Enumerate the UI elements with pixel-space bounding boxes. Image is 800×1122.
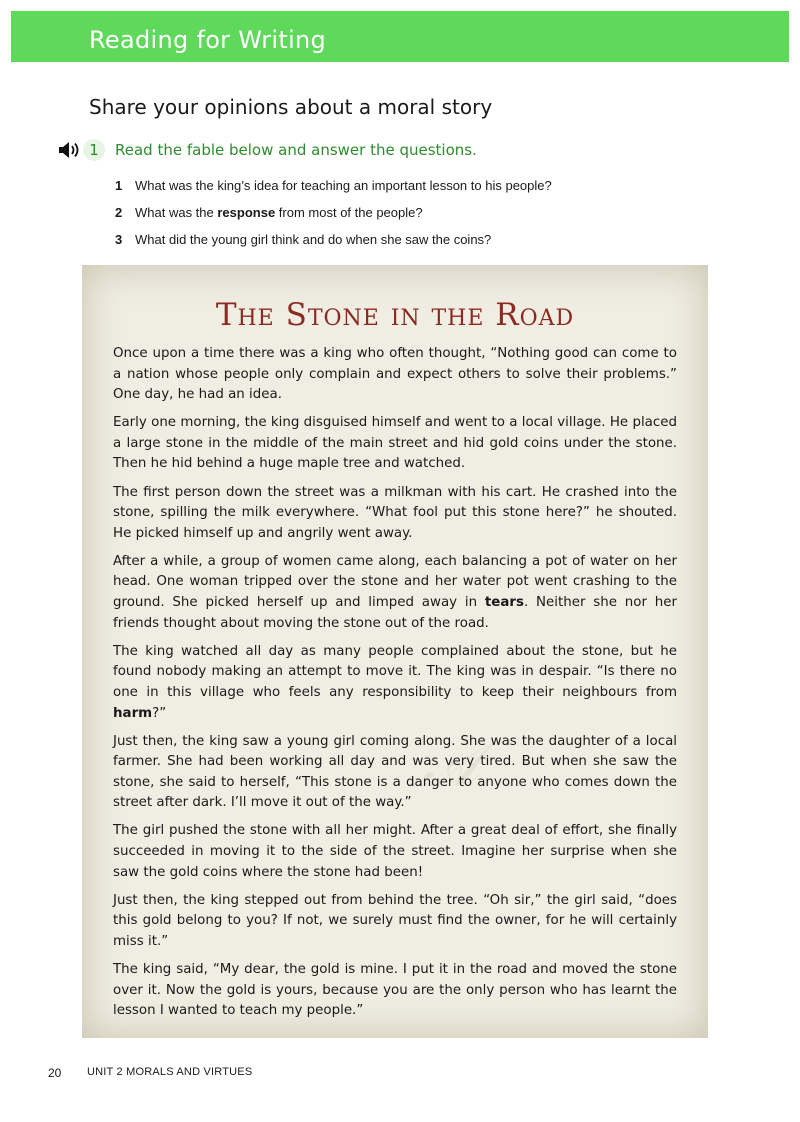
story-paragraph: Early one morning, the king disguised himself and went to a local village. He placed a large stone in the middle of the main street and hid gold coins under the stone. Then he hid behind a huge maple tree and watched. — [113, 415, 677, 472]
question-text: What did the young girl think and do when she saw the coins? — [135, 232, 492, 247]
page-number: 20 — [48, 1066, 62, 1080]
task-number-badge: 1 — [83, 139, 105, 161]
unit-label: UNIT 2 MORALS AND VIRTUES — [87, 1066, 253, 1078]
story-paragraph: Just then, the king stepped out from behind the tree. “Oh sir,” the girl said, “does this gold belong to you? If not, we surely must find the owner, for he will certainly miss it.” — [113, 892, 677, 949]
question-text: What was the king’s idea for teaching an important lesson to his people? — [135, 178, 552, 193]
section-banner — [11, 11, 789, 62]
task-instruction: Read the fable below and answer the questions. — [115, 141, 477, 159]
vocab-word: tears — [484, 595, 524, 611]
question-number: 1 — [115, 178, 123, 193]
story-body — [113, 344, 677, 1029]
question-number: 2 — [115, 205, 123, 220]
question-number: 3 — [115, 232, 123, 247]
story-paragraph: After a while, a group of women came along, each balancing a pot of water on her head. One woman tripped over the stone and her water pot went crashing to the ground. She picked herself up and limped away in tears. Neither she nor her friends thought about moving the stone out of the road. — [113, 553, 677, 631]
question-text: What was the response from most of the people? — [135, 205, 423, 220]
story-paragraph: The king said, “My dear, the gold is mine. I put it in the road and moved the stone over it. Now the gold is yours, because you are the only person who has learnt the lesson I wanted to teach my people.” — [113, 962, 677, 1019]
vocab-word: harm — [113, 705, 153, 721]
story-paragraph: Once upon a time there was a king who often thought, “Nothing good can come to a nation whose people only complain and expect others to solve their problems.” One day, he had an idea. — [113, 346, 677, 403]
story-paragraph: The girl pushed the stone with all her might. After a great deal of effort, she finally succeeded in moving it to the side of the street. Imagine her surprise when she saw the gold coins where the stone had been! — [113, 823, 677, 880]
story-paragraph: The king watched all day as many people complained about the stone, but he found nobody making an attempt to move it. The king was in despair. “Is there no one in this village who feels any responsibility to keep their neighbours from harm?” — [113, 643, 677, 721]
page-subtitle: Share your opinions about a moral story — [89, 95, 493, 119]
story-paragraph: The first person down the street was a milkman with his cart. He crashed into the stone, spilling the milk everywhere. “What fool put this stone here?” he shouted. He picked himself up and angrily went away. — [113, 484, 677, 541]
story-paragraph: Just then, the king saw a young girl coming along. She was the daughter of a local farmer. She had been working all day and was very tired. But when she saw the stone, she said to herself, “This stone is a danger to anyone who comes down the street after dark. I’ll move it out of the way.” — [113, 733, 677, 811]
story-parchment — [82, 265, 708, 1038]
banner-title: Reading for Writing — [89, 26, 327, 54]
story-title: The Stone in the Road — [215, 297, 575, 333]
speaker-icon[interactable] — [58, 140, 82, 160]
svg-text:𝒜: 𝒜 — [422, 730, 479, 800]
